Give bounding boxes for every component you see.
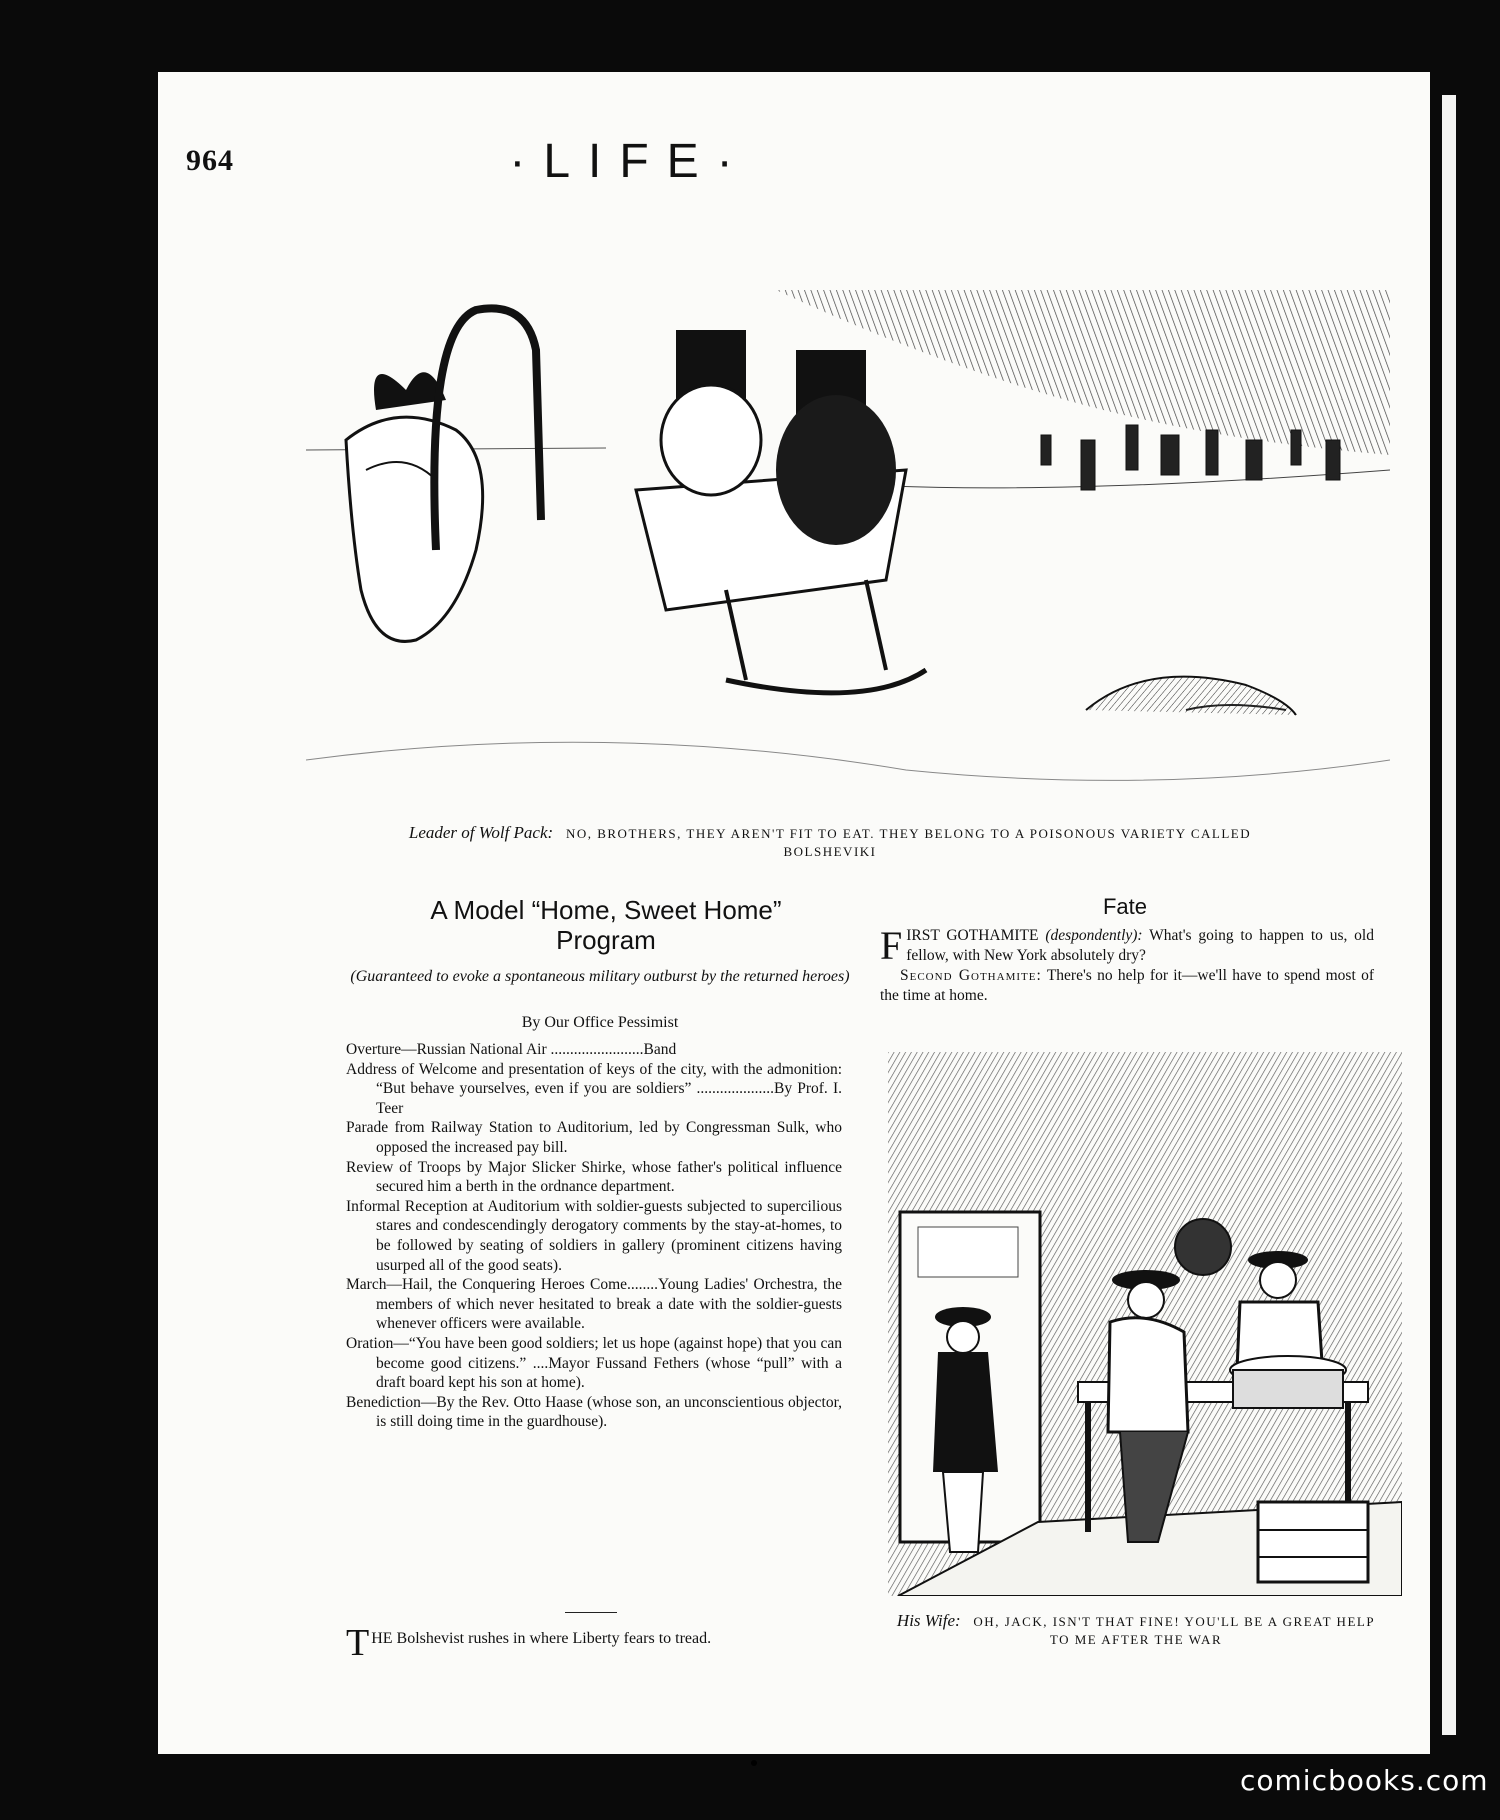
wolf-pack-speaker: Leader of Wolf Pack: [408, 823, 554, 842]
facing-page-edge [1442, 95, 1456, 1735]
program-item: Oration—“You have been good soldiers; let us hope (against hope) that you can become good citizens.” ....Mayor Fussand Fethers (whose “pull” with a draft board kept his son at home). [346, 1334, 842, 1392]
sleigh-cartoon-drawing [306, 290, 1390, 810]
his-wife-speaker: His Wife: [896, 1611, 961, 1630]
program-item: March—Hail, the Conquering Heroes Come........Young Ladies' Orchestra, the members of which never hesitated to break a date with the soldier-guests whenever officers were available. [346, 1276, 842, 1333]
kitchen-cartoon-drawing [888, 1052, 1402, 1596]
kitchen-cartoon [888, 1052, 1402, 1596]
his-wife-caption [886, 1612, 1386, 1649]
fate-title: Fate [1102, 894, 1148, 919]
article-title-line1: A Model “Home, Sweet Home” [430, 895, 782, 925]
program-item: Benediction—By the Rev. Otto Haase (whose son, an unconscientious objector, is still doing time in the guardhouse). [346, 1393, 842, 1431]
article-byline: By Our Office Pessimist [521, 1014, 679, 1031]
article-title [346, 895, 866, 955]
program-item: Informal Reception at Auditorium with soldier-guests subjected to supercilious stares and condescendingly derogatory comments by the stay-at-homes, to be followed by seating of soldiers in gallery (prominent citizens having usurped all of the good seats). [346, 1197, 842, 1274]
site-watermark: comicbooks.com [1240, 1764, 1489, 1797]
wolf-pack-line: NO, BROTHERS, THEY AREN'T FIT TO EAT. THEY BELONG TO A POISONOUS VARIETY CALLED BOLSHEVIKI [565, 826, 1252, 859]
program-list [346, 1040, 842, 1432]
first-speaker: IRST GOTHAMITE [906, 927, 1039, 944]
his-wife-line: OH, JACK, ISN'T THAT FINE! YOU'LL BE A GREAT HELP TO ME AFTER THE WAR [973, 1614, 1376, 1647]
first-direction: (despondently): [1045, 927, 1143, 944]
wolf-pack-caption [400, 824, 1260, 861]
article-subtitle: (Guaranteed to evoke a spontaneous military outburst by the returned heroes) [350, 968, 850, 985]
masthead: ·LIFE· [509, 135, 751, 188]
article-title-line2: Program [556, 925, 656, 955]
second-line: There's no help for it—we'll have to spend most of the time at home. [880, 967, 1374, 1004]
program-item: Address of Welcome and presentation of keys of the city, with the admonition: “But behave yourselves, even if you are soldiers” ....................By Prof. I. Teer [346, 1060, 842, 1117]
section-divider [565, 1612, 617, 1613]
program-item: Overture—Russian National Air ........................Band [346, 1041, 677, 1058]
fate-dialogue [880, 923, 1374, 1006]
first-line: What's going to happen to us, old fellow, with New York absolutely dry? [906, 927, 1374, 964]
closing-text: HE Bolshevist rushes in where Liberty fears to tread. [371, 1630, 712, 1647]
program-item: Review of Troops by Major Slicker Shirke, whose father's political influence secured him a berth in the ordnance department. [346, 1158, 842, 1196]
closing-dropcap: T [346, 1622, 370, 1664]
page-number: 964 [186, 144, 234, 177]
ink-speck [751, 1760, 757, 1766]
closing-epigram [346, 1622, 856, 1664]
program-item: Parade from Railway Station to Auditorium, led by Congressman Sulk, who opposed the increased pay bill. [346, 1119, 842, 1156]
second-speaker: Second Gothamite: [900, 967, 1042, 984]
fate-dropcap: F [880, 923, 903, 968]
sleigh-cartoon [306, 290, 1390, 810]
